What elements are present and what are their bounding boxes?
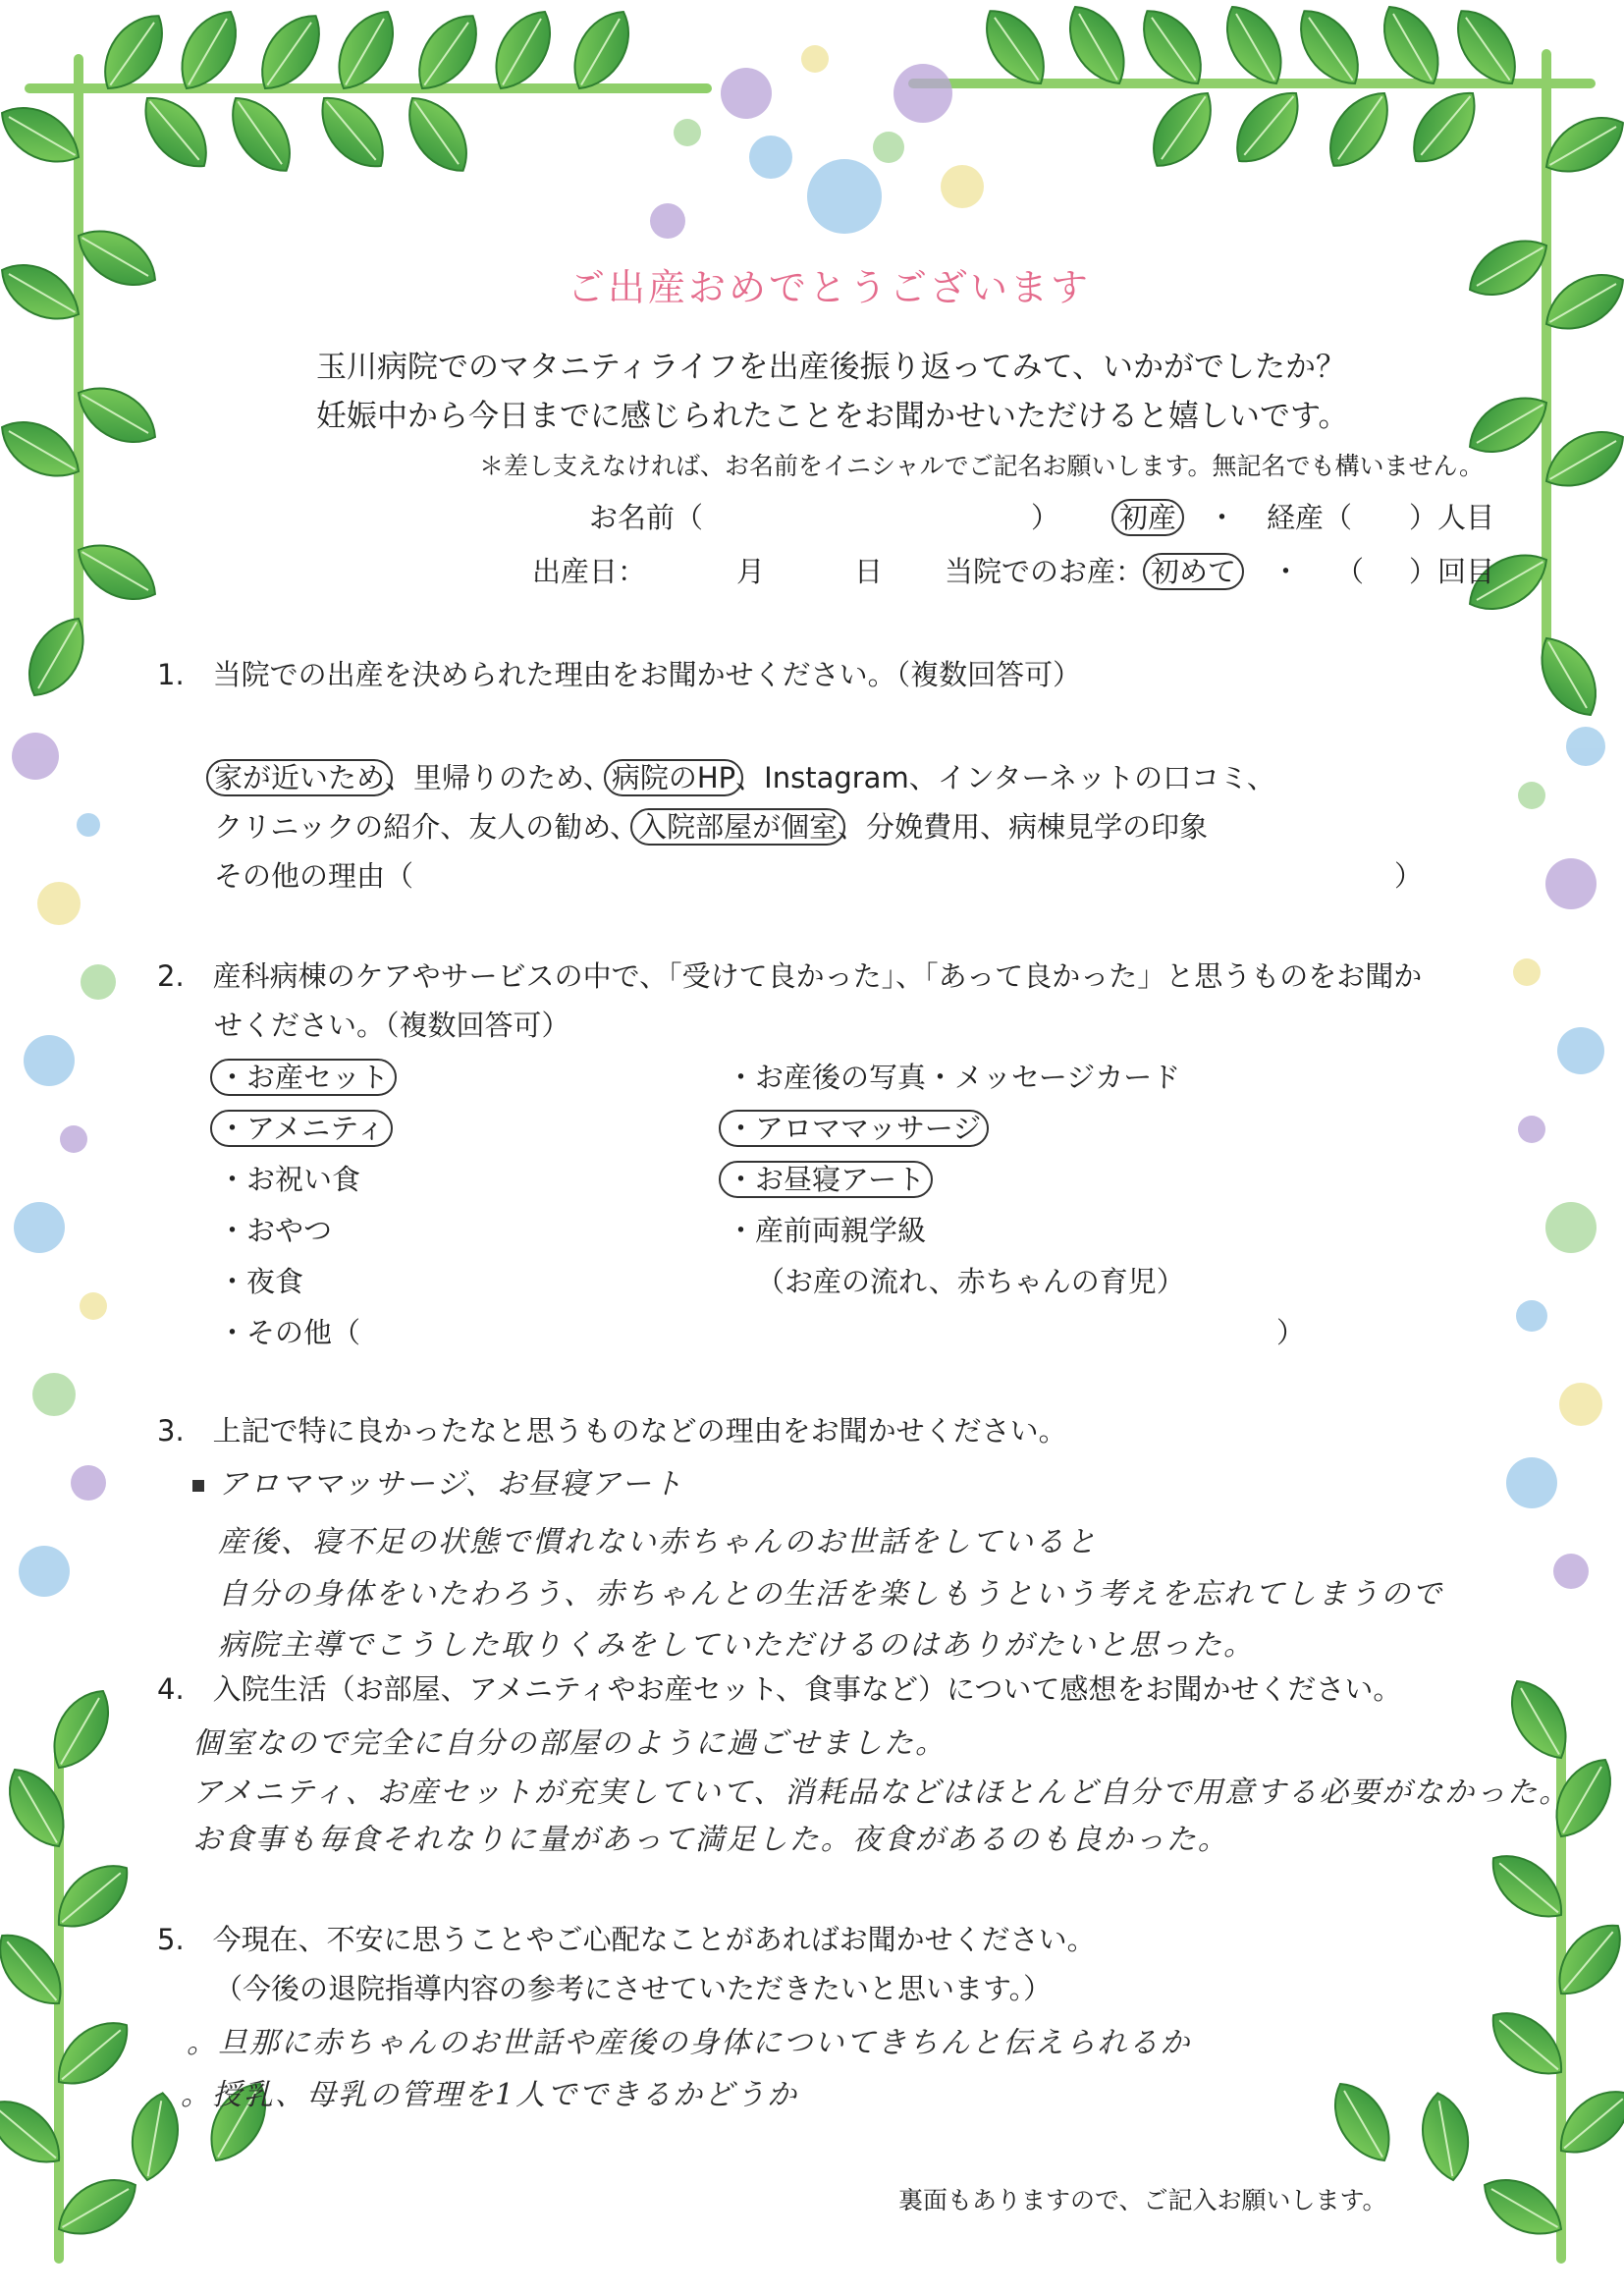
question-5: 5. 今現在、不安に思うことやご心配なことがあればお聞かせください。 [157, 1923, 1096, 1956]
q4-answer-line-1[interactable]: 個室なので完全に自分の部屋のように過ごせました。 [192, 1726, 947, 1761]
first-time-label: 初めて [1143, 553, 1244, 590]
first-time-option[interactable] [1151, 550, 1236, 590]
q3-answer-line-3[interactable]: 自分の身体をいたわろう、赤ちゃんとの生活を楽しもうという考えを忘れてしまうので [218, 1577, 1443, 1612]
q2-option-nap-art-label: ・お昼寝アート [719, 1161, 933, 1198]
question-4: 4. 入院生活（お部屋、アメニティやお産セット、食事など）について感想をお聞かせください。 [157, 1672, 1402, 1706]
name-close: ） [1031, 501, 1060, 534]
q1-option-clinic[interactable]: クリニックの紹介、友人の勧め、 [214, 810, 639, 844]
birth-date-label: 出産日： [532, 555, 647, 588]
q1-option-hospital-hp[interactable]: 病院のHP [604, 759, 743, 796]
page-title: ご出産おめでとうございます [568, 266, 1092, 309]
separator-dot-2: ・ [1272, 555, 1301, 588]
q2-option-celebration-meal[interactable]: ・お祝い食 [218, 1163, 361, 1196]
q2-option-other[interactable]: ・その他（ [218, 1316, 361, 1349]
q1-option-rest-1[interactable]: 、Instagram、インターネットの口コミ、 [735, 761, 1275, 794]
question-1: 1. 当院での出産を決められた理由をお聞かせください。（複数回答可） [157, 658, 1082, 691]
q3-answer-line-1-text: アロママッサージ、お昼寝アート [218, 1467, 684, 1502]
square-bullet-icon [192, 1480, 204, 1492]
question-3: 3. 上記で特に良かったなと思うものなどの理由をお聞かせください。 [157, 1414, 1067, 1448]
q4-answer-line-2[interactable]: アメニティ、お産セットが充実していて、消耗品などはほとんど自分で用意する必要がなかった。 [192, 1776, 1571, 1810]
separator-dot: ・ [1208, 501, 1237, 534]
multiparous-label: 経産（ [1267, 501, 1353, 534]
intro-line-2: 妊娠中から今日までに感じられたことをお聞かせいただけると嬉しいです。 [316, 399, 1349, 434]
day-label: 日 [854, 555, 884, 588]
q1-option-near-home[interactable]: 家が近いため [206, 759, 393, 796]
q4-answer-line-3[interactable]: お食事も毎食それなりに量があって満足した。夜食があるのも良かった。 [192, 1823, 1229, 1857]
first-birth-option[interactable] [1119, 496, 1176, 536]
q2-option-parent-class-detail: （お産の流れ、赤ちゃんの育児） [756, 1265, 1185, 1298]
first-birth-label: 初産 [1111, 499, 1184, 536]
q3-answer-line-2[interactable]: 産後、寝不足の状態で慣れない赤ちゃんのお世話をしていると [218, 1525, 1098, 1559]
q3-answer-line-4[interactable]: 病院主導でこうした取りくみをしていただけるのはありがたいと思った。 [218, 1628, 1255, 1663]
q2-option-aroma-massage[interactable] [727, 1107, 981, 1147]
q1-other-label: その他の理由（ [214, 859, 414, 893]
q1-options-row-2 [214, 805, 1208, 846]
intro-note: ＊差し支えなければ、お名前をイニシャルでご記名お願いします。無記名でも構いません。 [479, 452, 1485, 480]
footer-note: 裏面もありますので、ご記入お願いします。 [898, 2186, 1387, 2214]
q2-option-photo-card[interactable]: ・お産後の写真・メッセージカード [727, 1061, 1181, 1094]
q2-option-parent-class[interactable]: ・産前両親学級 [727, 1214, 927, 1247]
q2-option-nap-art[interactable] [727, 1158, 925, 1198]
question-2-line-1: 2. 産科病棟のケアやサービスの中で、「受けて良かった」、「あって良かった」と思うものをお聞か [157, 959, 1423, 993]
q2-option-amenity[interactable] [218, 1107, 385, 1147]
q5-answer-line-2[interactable]: 。授乳、母乳の管理を1人でできるかどうか [181, 2078, 799, 2112]
month-label: 月 [736, 555, 766, 588]
q1-other-close: ） [1394, 859, 1424, 893]
q3-answer-line-1[interactable] [192, 1459, 684, 1503]
q1-option-rest-2[interactable]: 、分娩費用、病棟見学の印象 [838, 810, 1209, 844]
q2-option-snack[interactable]: ・おやつ [218, 1214, 333, 1247]
count-suffix: ）回目 [1409, 555, 1495, 588]
q2-option-aroma-massage-label: ・アロママッサージ [719, 1110, 989, 1147]
q2-option-night-meal[interactable]: ・夜食 [218, 1265, 304, 1298]
question-2-line-2: せください。（複数回答可） [214, 1009, 570, 1042]
person-suffix: ）人目 [1409, 501, 1495, 534]
q2-option-birth-set[interactable] [218, 1056, 389, 1096]
intro-line-1: 玉川病院でのマタニティライフを出産後振り返ってみて、いかがでしたか？ [316, 350, 1347, 385]
hospital-birth-label: 当院でのお産： [945, 555, 1145, 588]
count-open: （ [1335, 555, 1365, 588]
name-label: お名前（ [589, 501, 704, 534]
q1-option-private-room[interactable]: 入院部屋が個室 [630, 808, 845, 846]
q2-other-close: ） [1276, 1316, 1306, 1349]
q5-answer-line-1[interactable]: 。旦那に赤ちゃんのお世話や産後の身体についてきちんと伝えられるか [187, 2026, 1192, 2060]
q2-option-birth-set-label: ・お産セット [210, 1059, 397, 1096]
question-5-subtitle: （今後の退院指導内容の参考にさせていただきたいと思います。） [214, 1972, 1053, 2005]
q1-option-satogaeri[interactable]: 、里帰りのため、 [385, 761, 612, 794]
q1-options-row-1 [214, 756, 1275, 796]
q2-option-amenity-label: ・アメニティ [210, 1110, 393, 1147]
